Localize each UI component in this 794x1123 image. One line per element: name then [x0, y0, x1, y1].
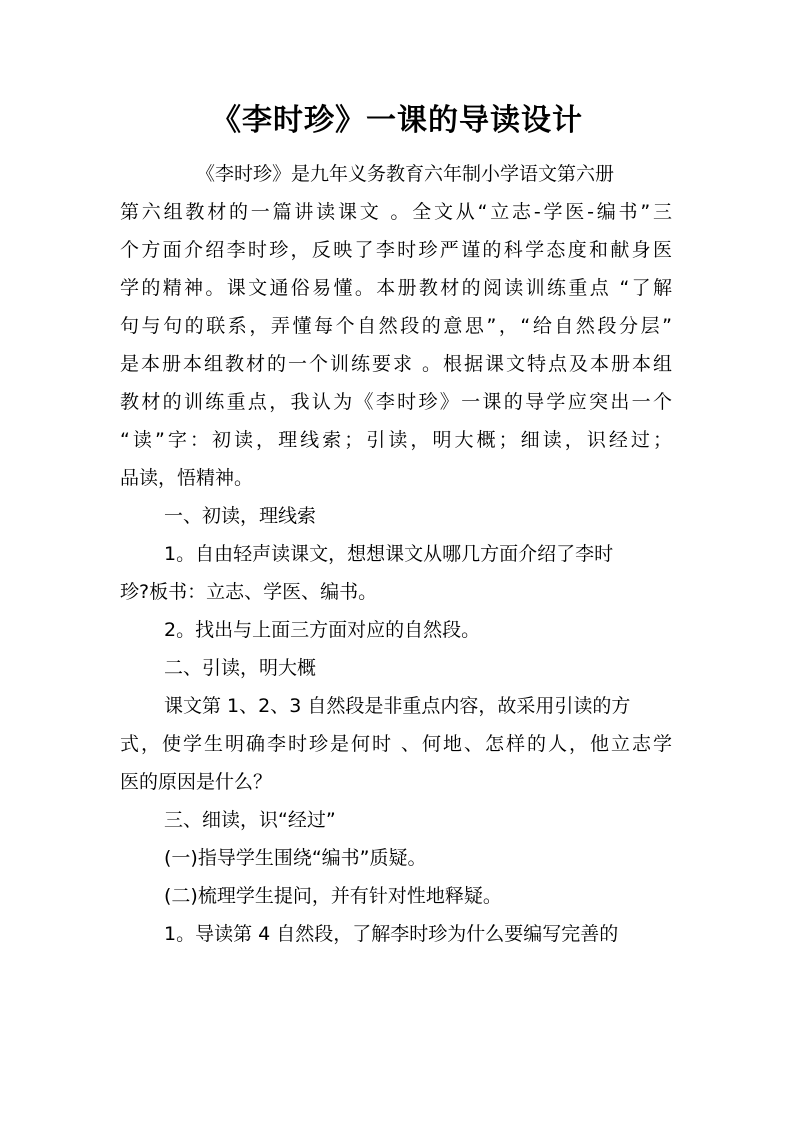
paragraph-line: 品读，悟精神。: [120, 467, 254, 489]
document-title: 《李时珍》一课的导读设计: [211, 103, 583, 138]
section-heading: 三、细读，识“经过”: [164, 809, 336, 831]
paragraph-line: (一)指导学生围绕“编书”质疑。: [164, 847, 427, 869]
paragraph-line: (二)梳理学生提问，并有针对性地释疑。: [164, 885, 502, 907]
paragraph-line: 是本册本组教材的一个训练要求 。根据课文特点及本册本组: [120, 353, 672, 375]
paragraph-line: “读”字：初读，理线索；引读，明大概；细读，识经过；: [120, 429, 672, 451]
paragraph-line: 《李时珍》是九年义务教育六年制小学语文第六册: [196, 163, 615, 185]
paragraph-line: 珍?板书：立志、学医、编书。: [120, 581, 378, 603]
paragraph-line: 课文第 1、2、3 自然段是非重点内容，故采用引读的方: [164, 695, 631, 717]
paragraph-line: 教材的训练重点，我认为《李时珍》一课的导学应突出一个: [120, 391, 672, 413]
paragraph-line: 个方面介绍李时珍，反映了李时珍严谨的科学态度和献身医: [120, 239, 672, 261]
section-heading: 二、引读，明大概: [164, 657, 317, 679]
paragraph-line: 1。导读第 4 自然段，了解李时珍为什么要编写完善的: [164, 923, 619, 945]
paragraph-line: 句与句的联系，弄懂每个自然段的意思”，“给自然段分层”: [120, 315, 672, 337]
paragraph-line: 1。自由轻声读课文，想想课文从哪几方面介绍了李时: [164, 543, 614, 565]
paragraph-line: 医的原因是什么？: [120, 771, 273, 793]
section-heading: 一、初读，理线索: [164, 505, 317, 527]
paragraph-line: 学的精神。课文通俗易懂。本册教材的阅读训练重点 “了解: [120, 277, 672, 299]
paragraph-line: 式，使学生明确李时珍是何时 、何地、怎样的人，他立志学: [120, 733, 672, 755]
document-body: [120, 155, 672, 953]
paragraph-line: 第六组教材的一篇讲读课文 。全文从“立志-学医-编书”三: [120, 201, 672, 223]
paragraph-line: 2。找出与上面三方面对应的自然段。: [164, 619, 481, 641]
